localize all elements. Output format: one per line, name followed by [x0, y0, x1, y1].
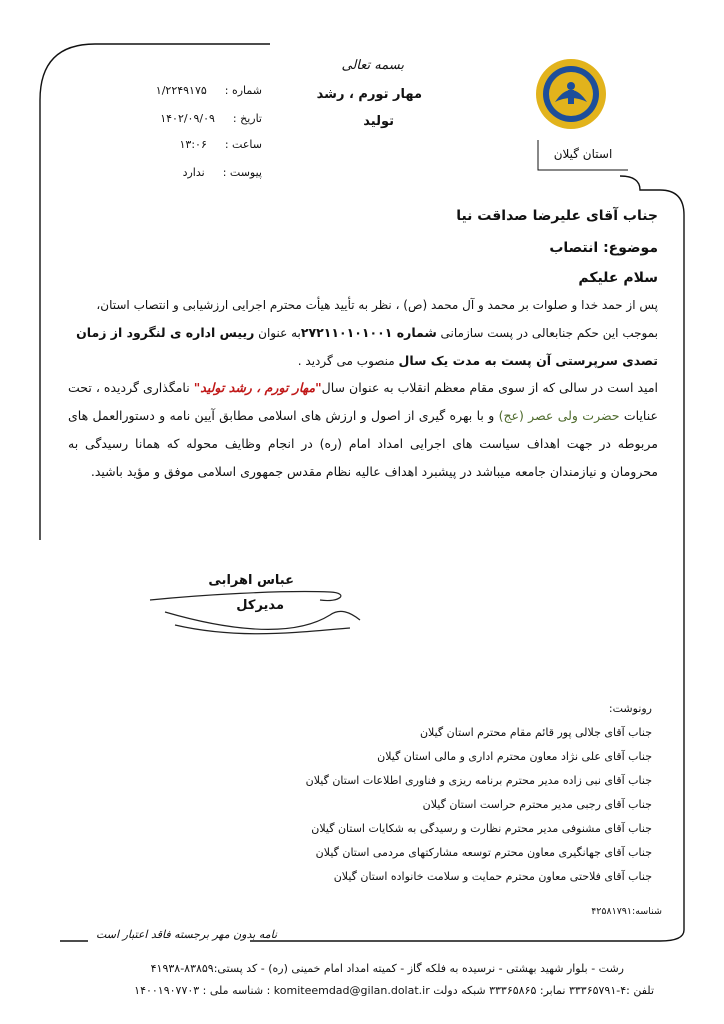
footer-address: رشت - بلوار شهید بهشتی - نرسیده به فلکه گاز - کمیته امداد امام خمینی (ره) - کد پستی:۸۳۸۵۹-۴۱۹۳۸ — [150, 962, 624, 975]
body-paragraph-2: امید است در سالی که از سوی مقام معظم انقلاب به عنوان سال"مهار تورم ، رشد تولید" نامگذاری گردیده ، تحت عنایات حضرت ولی عصر (عج) و با بهره گیری از اصول و ارزش های اسلامی مطابق آیین نامه و دستورالعمل های مربوطه در جهت اهداف سیاست های اجرایی امداد امام (ره) در انجام وظایف محوله که همانا رسیدگی به محرومان و نیازمندان جامعه میباشد در پیشبرد اهداف عالیه نظام مقدس جمهوری اسلامی موفق و مؤید باشید. — [68, 380, 658, 479]
imam-reference: حضرت ولی عصر (عج) — [498, 408, 620, 423]
cc-item: جناب آقای علی نژاد معاون محترم اداری و مالی استان گیلان — [377, 750, 652, 763]
year-motto-line1: مهار تورم ، رشد — [316, 87, 422, 102]
cc-item: جناب آقای جلالی پور قائم مقام محترم استان گیلان — [419, 726, 652, 739]
letter-date: تاریخ :۱۴۰۲/۰۹/۰۹ — [160, 112, 262, 125]
document-id: شناسه:۴۲۵۸۱۷۹۱ — [591, 906, 662, 917]
cc-item: جناب آقای نبی زاده مدیر محترم برنامه ریزی و فناوری اطلاعات استان گیلان — [305, 774, 652, 787]
year-motto-inline: "مهار تورم ، رشد تولید" — [193, 380, 322, 395]
validity-note: نامه بدون مهر برجسته فاقد اعتبار است — [96, 928, 278, 941]
cc-item: جناب آقای رجبی مدیر محترم حراست استان گیلان — [422, 798, 652, 811]
cc-item: جناب آقای مشنوفی مدیر محترم نظارت و رسیدگی به شکایات استان گیلان — [311, 822, 652, 835]
recipient: جناب آقای علیرضا صداقت نیا — [456, 208, 658, 224]
organization-logo-icon — [535, 58, 607, 130]
letter-attachment: پیوست :ندارد — [182, 166, 262, 179]
footer-contact: تلفن :۴-۳۳۳۶۵۷۹۱ نمابر: ۳۳۳۶۵۸۶۵ شبکه دولت komiteemdad@gilan.dolat.ir : شناسه ملی : ۱۴۰۰۱۹۰۷۷۰۳ — [134, 984, 654, 997]
body-paragraph-1: پس از حمد خدا و صلوات بر محمد و آل محمد (ص) ، نظر به تأیید هیأت محترم اجرایی ارزشیابی و انتصاب استان، بموجب این حکم جنابعالی در پست سازمانی شماره ۲۷۲۱۱۰۱۰۱۰۰۱به عنوان رییس اداره ی لنگرود از زمان تصدی سرپرستی آن پست به مدت یک سال منصوب می گردید . — [76, 298, 658, 368]
subject: موضوع: انتصاب — [549, 240, 658, 256]
province-label: استان گیلان — [553, 147, 613, 161]
letter-number: شماره :۱/۲۲۴۹۱۷۵ — [155, 84, 262, 97]
cc-item: جناب آقای فلاحتی معاون محترم حمایت و سلامت خانواده استان گیلان — [333, 870, 652, 883]
greeting: سلام علیکم — [578, 270, 658, 286]
year-motto-line2: تولید — [363, 114, 394, 129]
bismillah: بسمه تعالی — [341, 58, 404, 73]
cc-title: رونوشت: — [608, 702, 652, 715]
signer-name: عباس اهرابی — [208, 573, 294, 588]
cc-item: جناب آقای جهانگیری معاون محترم توسعه مشارکتهای مردمی استان گیلان — [315, 846, 652, 859]
letter-time: ساعت :۱۳:۰۶ — [179, 138, 262, 151]
signer-title: مدیرکل — [236, 598, 284, 613]
